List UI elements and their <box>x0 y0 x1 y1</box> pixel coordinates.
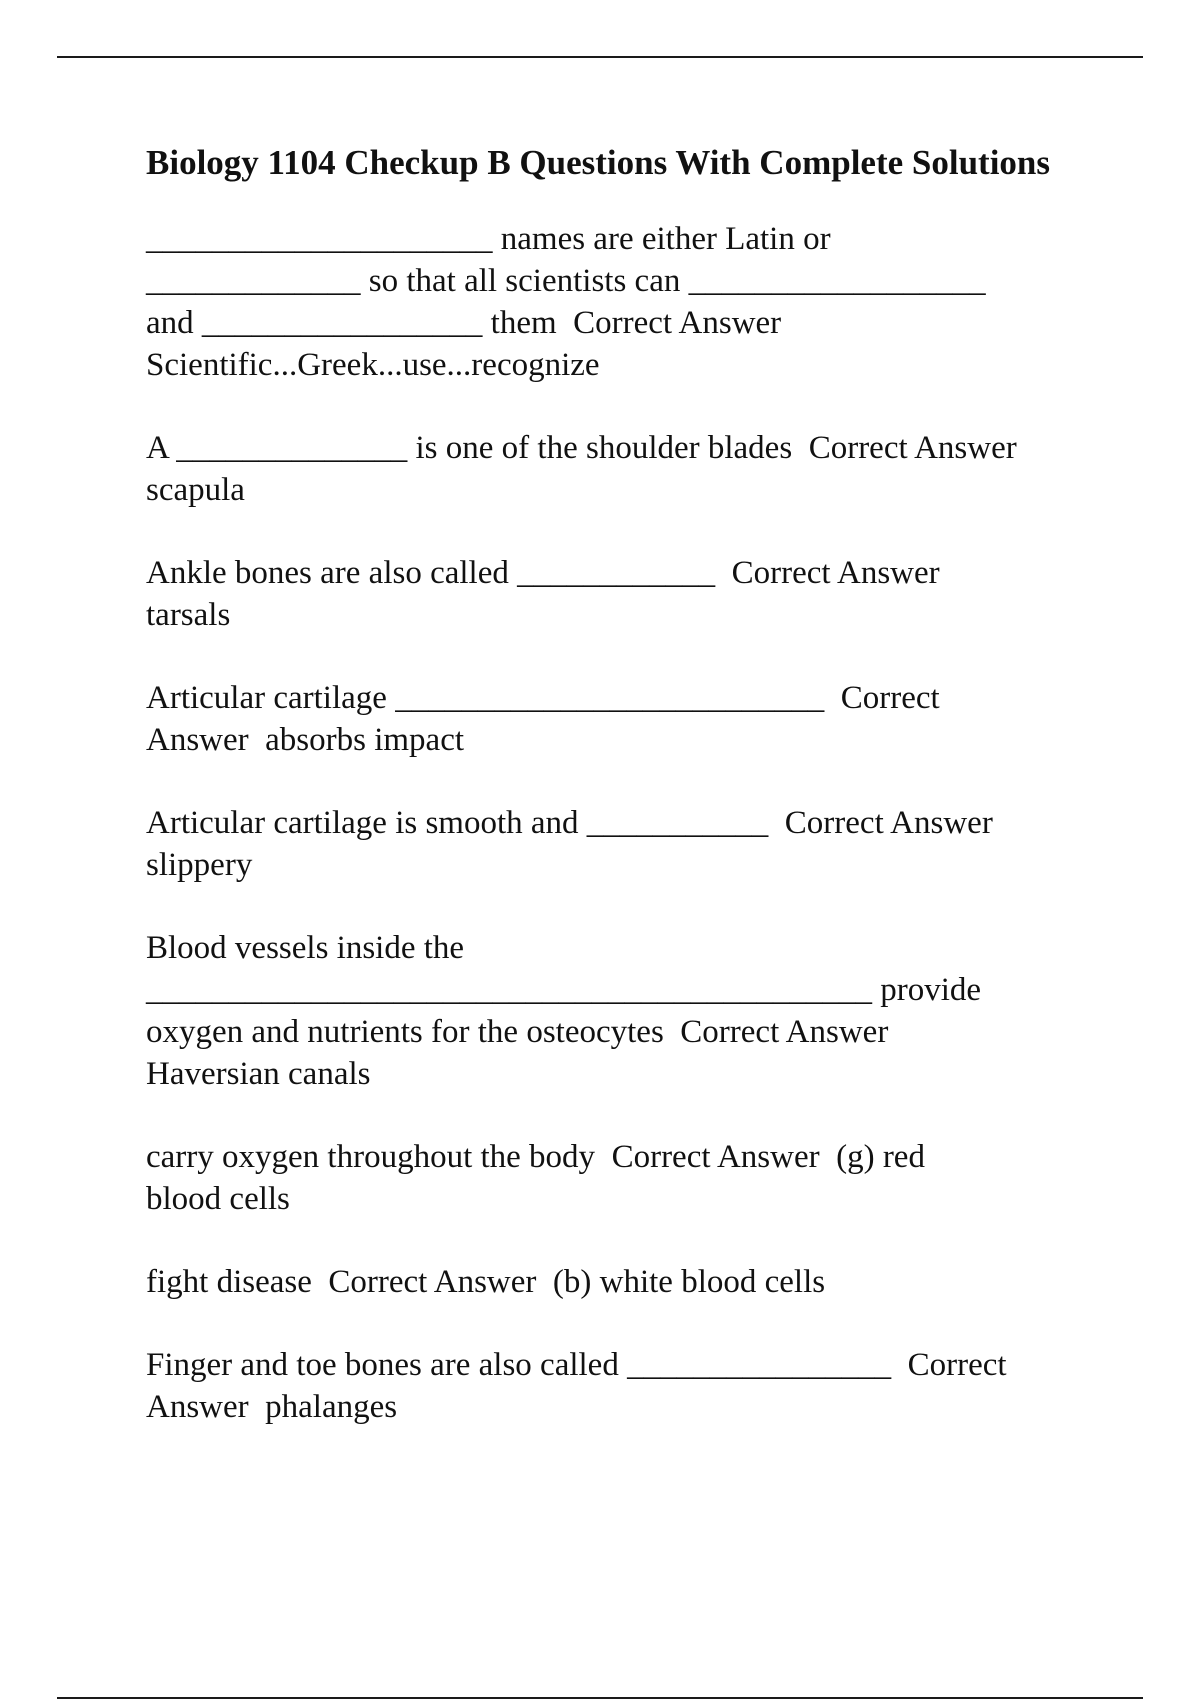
answer-text: slippery <box>146 847 253 883</box>
answer-text: Scientific...Greek...use...recognize <box>146 347 600 383</box>
qa-item-8 <box>146 1261 1096 1303</box>
top-rule <box>57 56 1143 58</box>
answer-label: Correct Answer <box>328 1264 537 1300</box>
qa-item-4 <box>146 677 1096 761</box>
question-text: Articular cartilage is smooth and ___________ <box>146 805 769 841</box>
answer-text: scapula <box>146 472 245 508</box>
qa-item-9 <box>146 1344 1096 1428</box>
answer-text: Answer absorbs impact <box>146 722 465 758</box>
answer-text: Answer phalanges <box>146 1389 398 1425</box>
qa-item-3 <box>146 552 1096 636</box>
question-text: Finger and toe bones are also called ________________ <box>146 1347 892 1383</box>
question-text: Blood vessels inside the ____________________________________________ provide oxygen and nutrients for the osteocytes <box>146 930 982 1050</box>
answer-label: Correct Answer <box>808 430 1017 466</box>
answer-text: (g) red blood cells <box>146 1139 925 1217</box>
question-text: A ______________ is one of the shoulder blades <box>146 430 793 466</box>
qa-item-6 <box>146 927 1096 1095</box>
document-title: Biology 1104 Checkup B Questions With Complete Solutions <box>146 143 1051 182</box>
answer-text: (b) white blood cells <box>552 1264 826 1300</box>
qa-item-2 <box>146 427 1096 511</box>
question-text: _____________________ names are either Latin or _____________ so that all scientists can __________________ and _________________ them <box>146 221 986 341</box>
qa-item-7 <box>146 1136 1096 1220</box>
answer-text: Haversian canals <box>146 1056 371 1092</box>
answer-label: Correct Answer <box>784 805 993 841</box>
answer-label: Correct Answer <box>731 555 940 591</box>
answer-label: Correct Answer <box>611 1139 820 1175</box>
question-text: fight disease <box>146 1264 312 1300</box>
answer-label: Correct Answer <box>573 305 782 341</box>
answer-text: tarsals <box>146 597 231 633</box>
qa-item-5 <box>146 802 1096 886</box>
question-text: Articular cartilage __________________________ <box>146 680 825 716</box>
answer-label: Correct <box>907 1347 1007 1383</box>
question-text: Ankle bones are also called ____________ <box>146 555 716 591</box>
qa-item-1 <box>146 218 1096 386</box>
bottom-rule <box>57 1697 1143 1699</box>
document-body <box>146 140 1096 1469</box>
answer-label: Correct Answer <box>680 1014 889 1050</box>
answer-label: Correct <box>840 680 940 716</box>
question-text: carry oxygen throughout the body <box>146 1139 596 1175</box>
